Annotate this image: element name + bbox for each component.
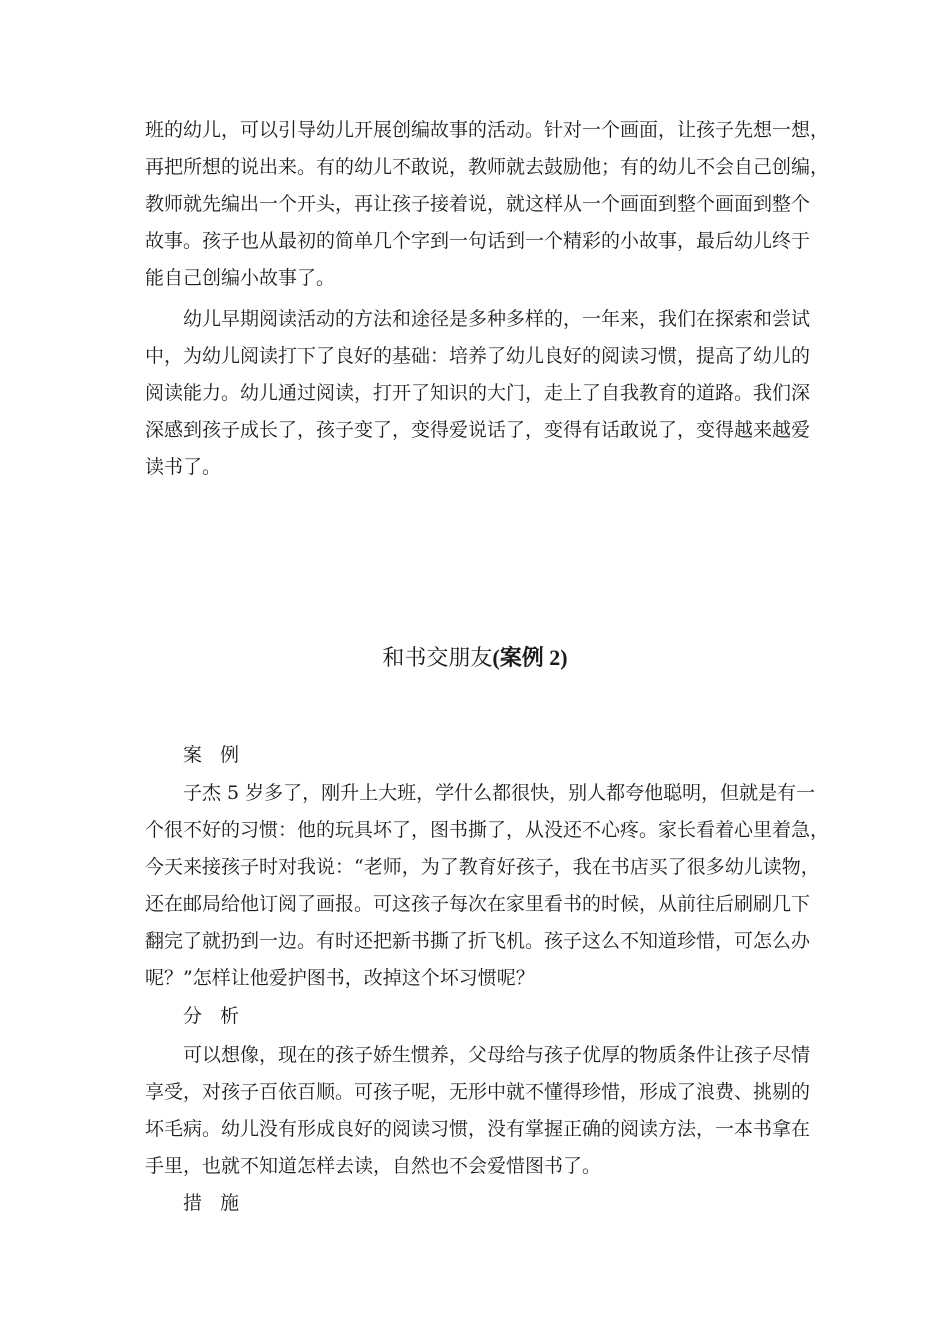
section-title xyxy=(0,644,950,673)
case-line: 还在邮局给他订阅了画报。可这孩子每次在家里看书的时候，从前往后刷刷几下 xyxy=(145,893,811,915)
analysis-line: 手里，也就不知道怎样去读，自然也不会爱惜图书了。 xyxy=(145,1155,602,1177)
paragraph-line: 阅读能力。幼儿通过阅读，打开了知识的大门，走上了自我教育的道路。我们深 xyxy=(145,382,811,404)
case-line: 今天来接孩子时对我说：“老师，为了教育好孩子，我在书店买了很多幼儿读物， xyxy=(145,856,820,878)
measures-heading: 措 施 xyxy=(183,1192,246,1214)
paragraph-line: 能自己创编小故事了。 xyxy=(145,267,336,289)
analysis-line: 可以想像，现在的孩子娇生惯养，父母给与孩子优厚的物质条件让孩子尽情 xyxy=(183,1044,811,1066)
analysis-line: 享受，对孩子百依百顺。可孩子呢，无形中就不懂得珍惜，形成了浪费、挑剔的 xyxy=(145,1081,811,1103)
section-title-suffix: (案例 2) xyxy=(492,645,568,670)
case-line: 呢？”怎样让他爱护图书，改掉这个坏习惯呢？ xyxy=(145,967,535,989)
case-line: 翻完了就扔到一边。有时还把新书撕了折飞机。孩子这么不知道珍惜，可怎么办 xyxy=(145,930,811,952)
case-line: 个很不好的习惯：他的玩具坏了，图书撕了，从没还不心疼。家长看着心里着急， xyxy=(145,819,830,841)
paragraph-line: 故事。孩子也从最初的简单几个字到一句话到一个精彩的小故事，最后幼儿终于 xyxy=(145,230,811,252)
analysis-line: 坏毛病。幼儿没有形成良好的阅读习惯，没有掌握正确的阅读方法，一本书拿在 xyxy=(145,1118,811,1140)
paragraph-line: 深感到孩子成长了，孩子变了，变得爱说话了，变得有话敢说了，变得越来越爱 xyxy=(145,419,811,441)
case-line: 子杰 5 岁多了，刚升上大班，学什么都很快，别人都夸他聪明，但就是有一 xyxy=(183,782,816,804)
section-title-text: 和书交朋友 xyxy=(382,646,493,671)
paragraph-line: 教师就先编出一个开头，再让孩子接着说，就这样从一个画面到整个画面到整个 xyxy=(145,193,811,215)
paragraph-line: 中，为幼儿阅读打下了良好的基础：培养了幼儿良好的阅读习惯，提高了幼儿的 xyxy=(145,345,811,367)
paragraph-line: 幼儿早期阅读活动的方法和途径是多种多样的，一年来，我们在探索和尝试 xyxy=(183,308,811,330)
paragraph-line: 再把所想的说出来。有的幼儿不敢说，教师就去鼓励他；有的幼儿不会自己创编， xyxy=(145,156,830,178)
analysis-heading: 分 析 xyxy=(183,1005,246,1027)
paragraph-line: 读书了。 xyxy=(145,456,222,478)
paragraph-line: 班的幼儿，可以引导幼儿开展创编故事的活动。针对一个画面，让孩子先想一想， xyxy=(145,119,830,141)
case-heading: 案 例 xyxy=(183,744,246,766)
